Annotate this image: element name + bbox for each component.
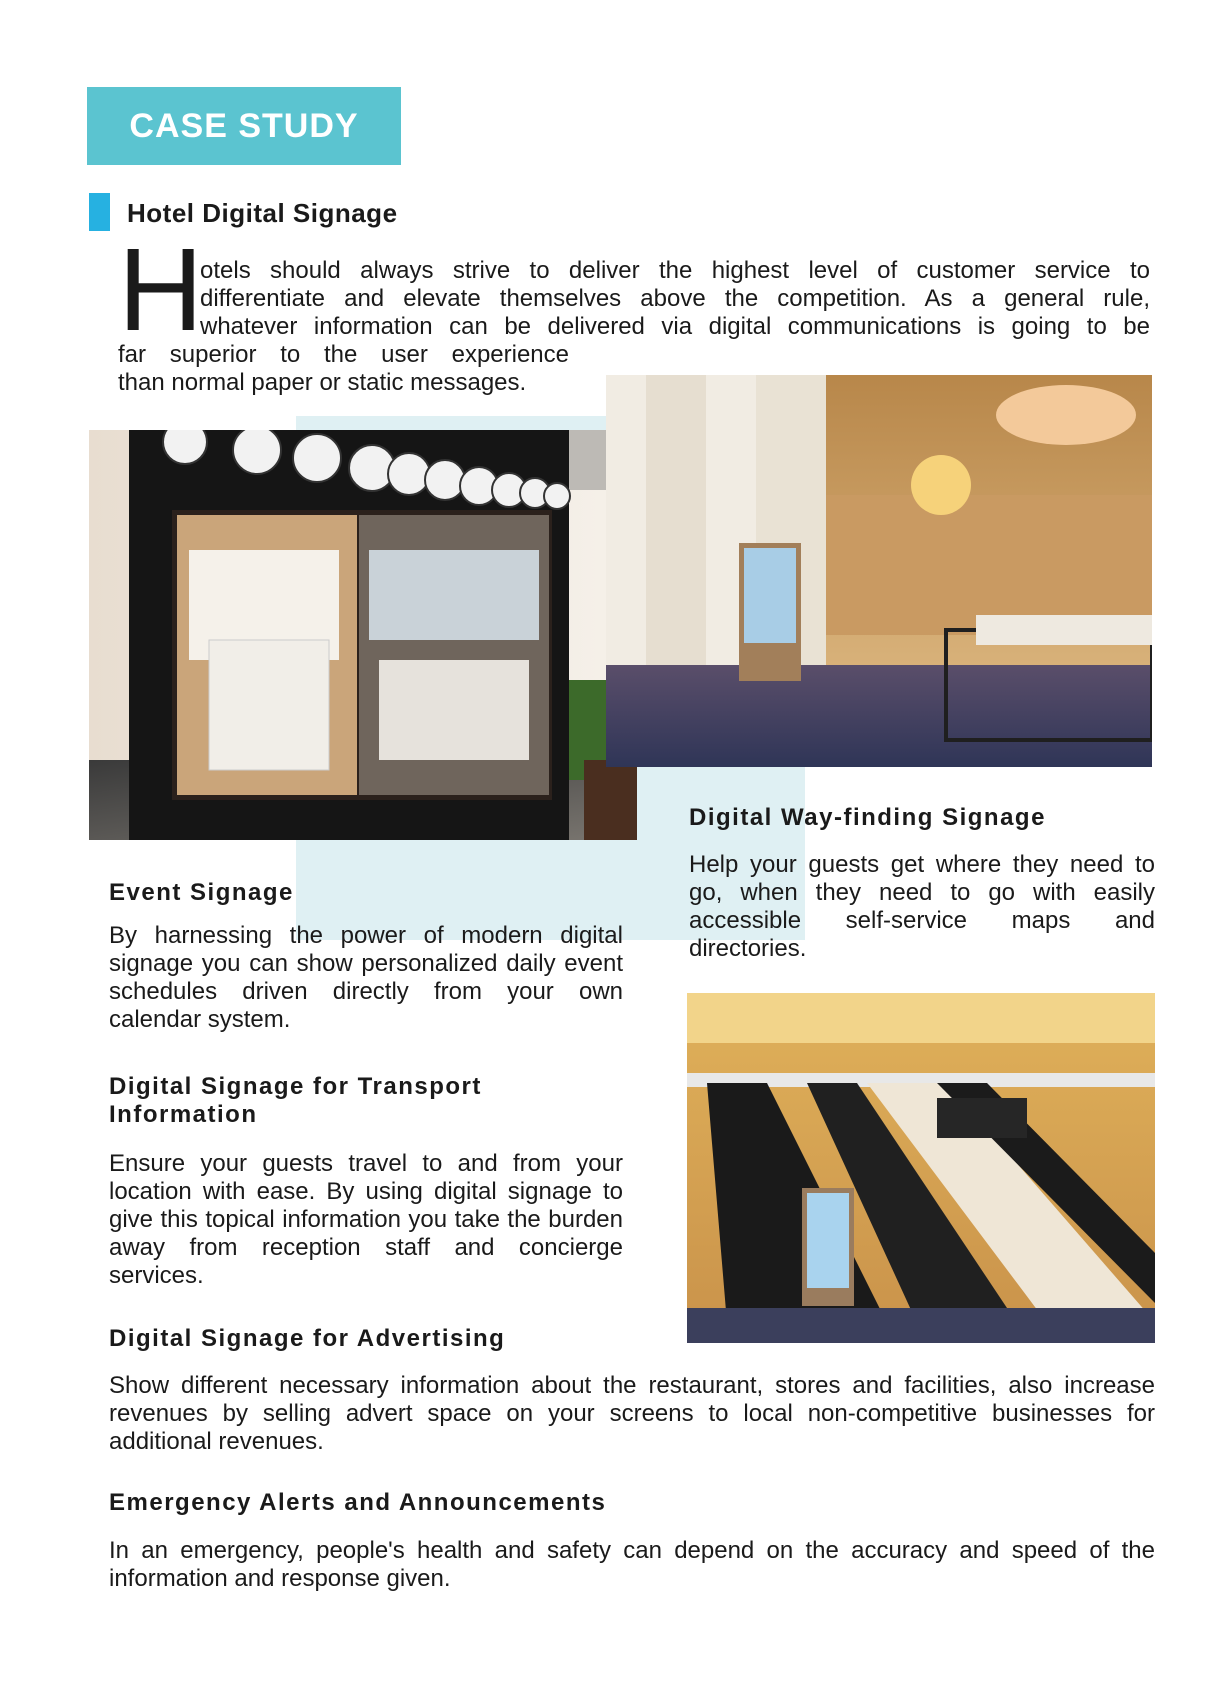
intro-line: than normal paper or static messages. [118,369,527,396]
video-wall-photo [89,430,637,840]
wayfinding-body: Help your guests get where they need to go, when they need to go with easily accessible self-service maps and directories. [689,851,1155,962]
intro-line: differentiate and elevate themselves above the competition. As a general rule, [200,285,1150,312]
transport-body: Ensure your guests travel to and from your location with ease. By using digital signage to give this topical information you take the burden away from reception staff and concierge services. [109,1150,623,1289]
advertising-body: Show different necessary information about the restaurant, stores and facilities, also increase revenues by selling advert space on your screens to local non-competitive businesses for additional revenues. [109,1372,1155,1455]
transport-heading-line1: Digital Signage for Transport [109,1073,482,1100]
advertising-heading: Digital Signage for Advertising [109,1325,506,1352]
emergency-body: In an emergency, people's health and safety can depend on the accuracy and speed of the information and response given. [109,1537,1155,1592]
event-signage-heading: Event Signage [109,879,294,906]
event-signage-body: By harnessing the power of modern digital signage you can show personalized daily event schedules driven directly from your own calendar system. [109,922,623,1033]
intro-line: whatever information can be delivered via digital communications is going to be [200,313,1150,340]
lobby-kiosk-photo [606,375,1152,767]
emergency-heading: Emergency Alerts and Announcements [109,1489,607,1516]
title-marker [89,193,110,231]
intro-line: otels should always strive to deliver the highest level of customer service to [200,257,1150,284]
escalator-kiosk-photo [687,993,1155,1343]
intro-line: far superior to the user experience [118,341,569,368]
page-title: Hotel Digital Signage [127,198,398,228]
case-study-badge: CASE STUDY [87,87,401,165]
wayfinding-heading: Digital Way-finding Signage [689,804,1046,831]
dropcap: H [118,224,204,356]
transport-heading-line2: Information [109,1101,258,1128]
